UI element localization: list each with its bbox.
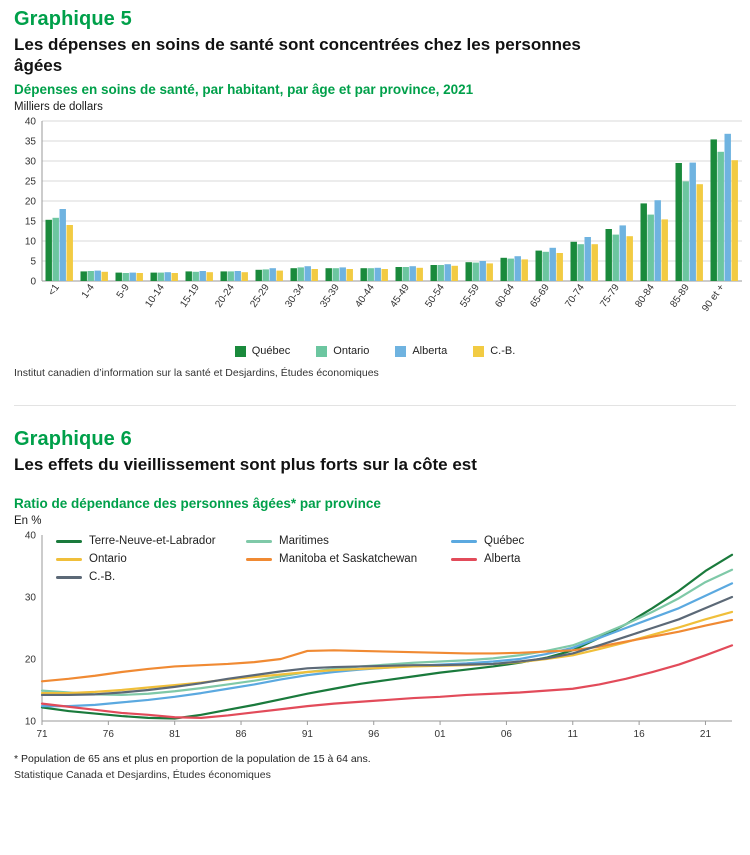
legend-label: Terre-Neuve-et-Labrador	[89, 535, 216, 548]
svg-text:76: 76	[102, 729, 114, 741]
chart-6-subtitle: Ratio de dépendance des personnes âgées* par province	[14, 496, 381, 512]
svg-text:20-24: 20-24	[213, 282, 237, 311]
svg-text:75-79: 75-79	[598, 282, 622, 311]
legend-label: Ontario	[333, 345, 370, 358]
legend-label: C.-B.	[89, 571, 116, 584]
legend-item	[56, 571, 246, 583]
legend-item	[246, 535, 451, 547]
svg-text:65-69: 65-69	[528, 282, 552, 311]
svg-text:45-49: 45-49	[388, 282, 412, 311]
svg-text:15: 15	[24, 216, 36, 228]
svg-text:21: 21	[699, 729, 712, 741]
svg-text:25-29: 25-29	[248, 282, 272, 311]
legend-label: Ontario	[89, 553, 127, 566]
chart-5-legend	[0, 345, 750, 357]
chart-6-number: Graphique 6	[14, 428, 132, 451]
legend-line-icon	[56, 558, 82, 561]
svg-text:70-74: 70-74	[563, 282, 587, 311]
svg-text:5: 5	[30, 256, 36, 268]
svg-text:10-14: 10-14	[143, 282, 167, 311]
svg-text:20: 20	[24, 196, 36, 208]
legend-label: Maritimes	[279, 535, 329, 548]
svg-text:80-84: 80-84	[633, 282, 657, 311]
svg-text:35: 35	[24, 136, 36, 148]
legend-item	[246, 553, 451, 565]
chart-6-block	[0, 406, 750, 781]
svg-text:55-59: 55-59	[458, 282, 482, 311]
svg-text:40: 40	[24, 530, 36, 542]
legend-item	[316, 345, 369, 357]
svg-text:71: 71	[36, 729, 48, 741]
chart-5-number: Graphique 5	[14, 8, 132, 30]
chart-5-source: Institut canadien d’information sur la santé et Desjardins, Études économiques	[14, 367, 379, 380]
legend-line-icon	[451, 540, 477, 543]
chart-6-legend	[56, 535, 676, 583]
svg-text:90 et +: 90 et +	[700, 282, 727, 315]
legend-item	[451, 553, 631, 565]
svg-text:15-19: 15-19	[178, 282, 202, 311]
svg-text:01: 01	[434, 729, 446, 741]
svg-text:96: 96	[368, 729, 380, 741]
legend-item	[56, 535, 246, 547]
svg-text:11: 11	[567, 729, 578, 741]
legend-line-icon	[56, 540, 82, 543]
chart-5-y-unit: Milliers de dollars	[14, 101, 103, 114]
svg-text:10: 10	[24, 716, 36, 728]
legend-label: Alberta	[412, 345, 448, 358]
chart-6-plot	[0, 527, 750, 747]
legend-label: Québec	[251, 345, 291, 358]
svg-text:85-89: 85-89	[668, 282, 692, 311]
legend-item	[473, 345, 515, 357]
legend-swatch-icon	[235, 346, 246, 357]
svg-text:35-39: 35-39	[318, 282, 342, 311]
svg-text:0: 0	[30, 276, 36, 288]
svg-text:1-4: 1-4	[79, 282, 97, 302]
legend-swatch-icon	[395, 346, 406, 357]
chart-5-plot	[0, 113, 750, 343]
legend-label: Québec	[484, 535, 525, 548]
chart-5-title: Les dépenses en soins de santé sont concentrées chez les personnes âgées	[14, 35, 581, 75]
svg-text:30: 30	[24, 156, 36, 168]
svg-text:30-34: 30-34	[283, 282, 307, 311]
legend-line-icon	[246, 558, 272, 561]
svg-text:<1: <1	[46, 282, 62, 299]
svg-text:60-64: 60-64	[493, 282, 517, 311]
svg-text:5-9: 5-9	[114, 282, 132, 302]
legend-line-icon	[451, 558, 477, 561]
svg-text:25: 25	[24, 176, 36, 188]
legend-swatch-icon	[316, 346, 327, 357]
legend-label: Alberta	[484, 553, 521, 566]
svg-text:16: 16	[633, 729, 645, 741]
legend-line-icon	[246, 540, 272, 543]
legend-line-icon	[56, 576, 82, 579]
svg-text:91: 91	[301, 729, 313, 741]
svg-text:20: 20	[24, 654, 36, 666]
legend-item	[451, 535, 631, 547]
legend-label: C.-B.	[490, 345, 516, 358]
bar-chart-svg	[0, 113, 750, 343]
svg-text:81: 81	[169, 729, 181, 741]
legend-label: Manitoba et Saskatchewan	[279, 553, 418, 566]
svg-text:86: 86	[235, 729, 247, 741]
legend-item	[235, 345, 291, 357]
chart-5-block	[0, 0, 750, 379]
chart-6-footnote: * Population de 65 ans et plus en proportion de la population de 15 à 64 ans.	[14, 753, 371, 766]
chart-6-y-unit: En %	[14, 515, 42, 528]
svg-text:10: 10	[24, 236, 36, 248]
chart-6-title: Les effets du vieillissement sont plus forts sur la côte est	[14, 455, 477, 475]
svg-text:40: 40	[24, 116, 36, 128]
legend-swatch-icon	[473, 346, 484, 357]
legend-item	[395, 345, 447, 357]
chart-6-source: Statistique Canada et Desjardins, Études économiques	[14, 769, 271, 782]
chart-5-subtitle: Dépenses en soins de santé, par habitant, par âge et par province, 2021	[14, 82, 474, 98]
svg-text:30: 30	[24, 592, 36, 604]
legend-item	[56, 553, 246, 565]
svg-text:50-54: 50-54	[423, 282, 447, 311]
svg-text:06: 06	[500, 729, 512, 741]
svg-text:40-44: 40-44	[353, 282, 377, 311]
